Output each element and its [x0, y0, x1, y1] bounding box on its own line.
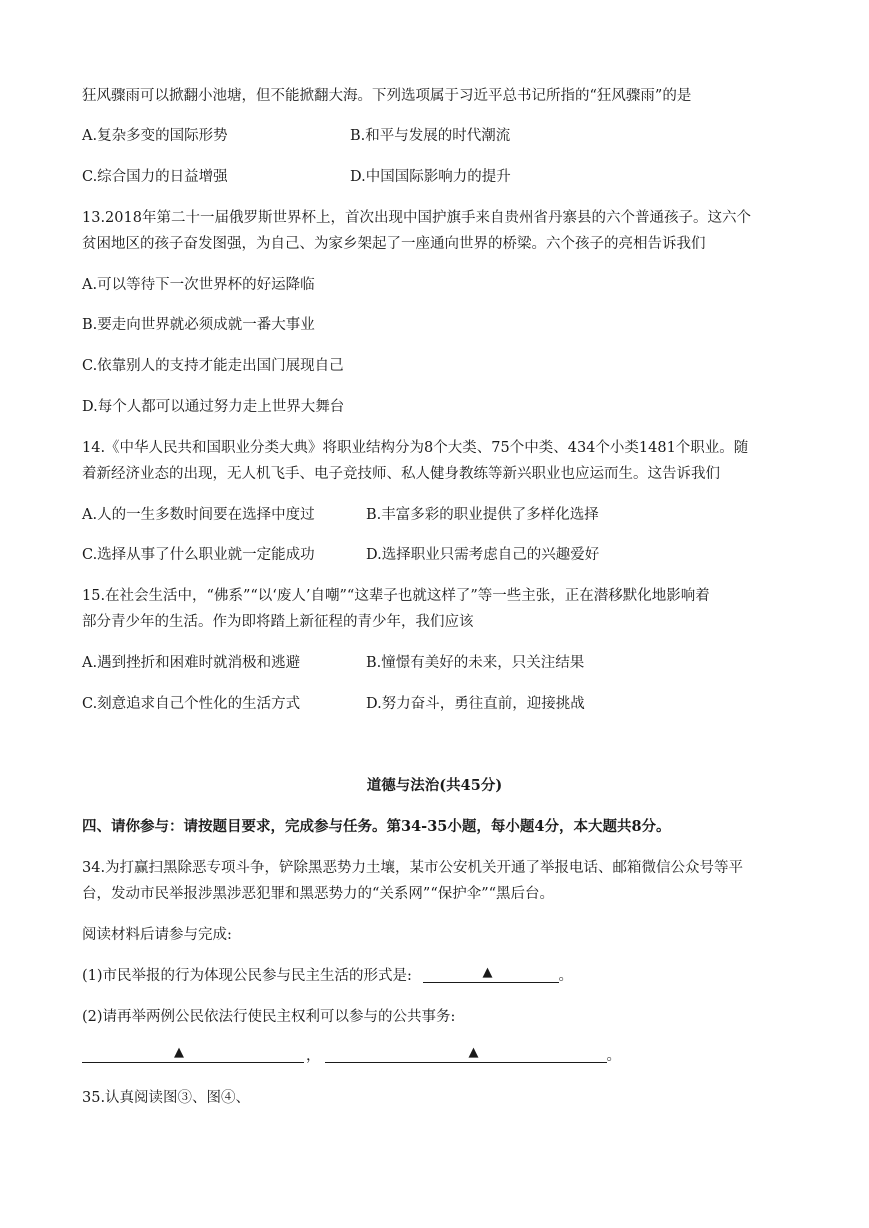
q14-option-c[interactable]: C.选择从事了什么职业就一定能成功	[82, 547, 315, 563]
answer-end-period: 。	[606, 1048, 621, 1064]
q15-stem-line-1: 15.在社会生活中，“佛系”“以‘废人’自嘲”“这辈子也就这样了”等一些主张，正在潜移默化地影响着	[82, 588, 710, 604]
q34-sub1-end: 。	[558, 968, 574, 984]
q34-sub1-text: (1)市民举报的行为体现公民参与民主生活的形式是:	[82, 968, 412, 984]
answer-blank-1[interactable]	[423, 966, 559, 983]
q13-option-c[interactable]: C.依靠别人的支持才能走出国门展现自己	[82, 358, 344, 374]
q13-stem-line-2: 贫困地区的孩子奋发图强，为自己、为家乡架起了一座通向世界的桥梁。六个孩子的亮相告诉我们	[82, 236, 706, 252]
q34-stem-line-1: 34.为打赢扫黑除恶专项斗争，铲除黑恶势力土壤，某市公安机关开通了举报电话、邮箱微信公众号等平	[82, 860, 744, 876]
q15-option-d[interactable]: D.努力奋斗，勇往直前，迎接挑战	[366, 696, 585, 712]
q35-stem-line-1: 35.认真阅读图③、图④、	[82, 1090, 251, 1106]
q34-instruction: 阅读材料后请参与完成:	[82, 927, 232, 943]
q14-option-a[interactable]: A.人的一生多数时间要在选择中度过	[82, 507, 315, 523]
q12-option-a[interactable]: A.复杂多变的国际形势	[82, 128, 228, 144]
q12-option-c[interactable]: C.综合国力的日益增强	[82, 169, 228, 185]
section-title: 道德与法治(共45分)	[366, 777, 503, 794]
q13-option-b[interactable]: B.要走向世界就必须成就一番大事业	[82, 317, 315, 333]
answer-marker-icon: ▲	[174, 1045, 184, 1060]
answer-blank-2[interactable]	[82, 1046, 304, 1063]
question-12-stem-continuation: 狂风骤雨可以掀翻小池塘，但不能掀翻大海。下列选项属于习近平总书记所指的“狂风骤雨”的是	[82, 88, 692, 104]
q12-option-d[interactable]: D.中国国际影响力的提升	[350, 169, 511, 185]
q13-option-a[interactable]: A.可以等待下一次世界杯的好运降临	[82, 277, 315, 293]
q34-answer-line	[82, 1046, 621, 1066]
answer-separator-comma: ，	[306, 1048, 321, 1064]
q15-option-a[interactable]: A.遇到挫折和困难时就消极和逃避	[82, 655, 301, 671]
q34-stem-line-2: 台，发动市民举报涉黑涉恶犯罪和黑恶势力的“关系网”“保护伞”“黑后台。	[82, 886, 555, 902]
answer-marker-icon: ▲	[482, 965, 493, 980]
q15-stem-line-2: 部分青少年的生活。作为即将踏上新征程的青少年，我们应该	[82, 614, 474, 630]
answer-marker-icon: ▲	[468, 1045, 479, 1060]
q14-stem-line-1: 14.《中华人民共和国职业分类大典》将职业结构分为8个大类、75个中类、434个小类1481个职业。随	[82, 440, 749, 456]
answer-blank-3[interactable]	[325, 1046, 607, 1063]
q12-option-b[interactable]: B.和平与发展的时代潮流	[350, 128, 511, 144]
q34-sub-question-1	[82, 966, 573, 986]
q15-option-c[interactable]: C.刻意追求自己个性化的生活方式	[82, 696, 301, 712]
q15-option-b[interactable]: B.憧憬有美好的未来，只关注结果	[366, 655, 585, 671]
q14-option-d[interactable]: D.选择职业只需考虑自己的兴趣爱好	[366, 547, 600, 563]
q14-option-b[interactable]: B.丰富多彩的职业提供了多样化选择	[366, 507, 599, 523]
q34-sub-question-2: (2)请再举两例公民依法行使民主权利可以参与的公共事务:	[82, 1009, 456, 1025]
q13-option-d[interactable]: D.每个人都可以通过努力走上世界大舞台	[82, 399, 345, 415]
q13-stem-line-1: 13.2018年第二十一届俄罗斯世界杯上，首次出现中国护旗手来自贵州省丹寨县的六个普通孩子。这六个	[82, 210, 751, 226]
q14-stem-line-2: 着新经济业态的出现，无人机飞手、电子竞技师、私人健身教练等新兴职业也应运而生。这告诉我们	[82, 466, 720, 482]
part-four-header: 四、请你参与：请按题目要求，完成参与任务。第34-35小题，每小题4分，本大题共8分。	[82, 818, 671, 835]
